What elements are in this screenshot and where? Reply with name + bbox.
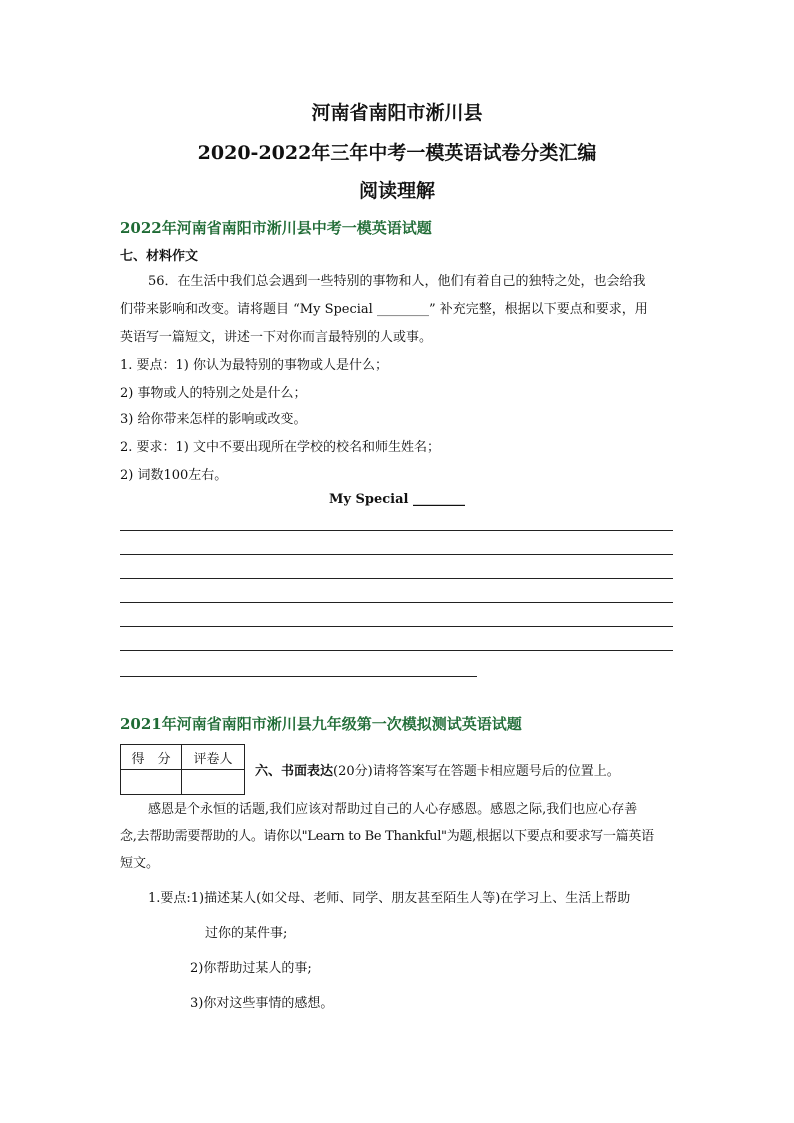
writing-line bbox=[120, 554, 673, 555]
part-title-bold: 六、书面表达 bbox=[255, 764, 334, 779]
para-line-3: 短文。 bbox=[120, 856, 160, 871]
section-2022-part-title: 七、材料作文 bbox=[120, 249, 199, 264]
doc-title-region: 河南省南阳市淅川县 bbox=[311, 102, 483, 124]
prompt-line-1: 56．在生活中我们总会遇到一些特别的事物和人，他们有着自己的独特之处，也会给我 bbox=[148, 274, 646, 289]
para-line-2: 念,去帮助需要帮助的人。请你以"Learn to Be Thankful"为题,根据以下要点和要求写一篇英语 bbox=[120, 829, 654, 844]
score-table bbox=[120, 744, 245, 795]
score-label: 得 分 bbox=[121, 745, 182, 770]
section-2022-heading: 2022年河南省南阳市淅川县中考一模英语试题 bbox=[120, 219, 432, 237]
essay-title: My Special ________ bbox=[329, 492, 465, 507]
requirement-line-2: 2) 词数100左右。 bbox=[120, 468, 228, 483]
grader-label: 评卷人 bbox=[182, 745, 245, 770]
prompt-line-3: 英语写一篇短文，讲述一下对你而言最特别的人或事。 bbox=[120, 330, 433, 345]
prompt-line-2: 们带来影响和改变。请将题目 “My Special ________” 补充完整，根据以下要点和要求，用 bbox=[120, 302, 648, 317]
grader-cell bbox=[182, 770, 245, 795]
section-2021-part-title bbox=[255, 760, 620, 779]
point-line-2: 2) 事物或人的特别之处是什么； bbox=[120, 386, 307, 401]
doc-title-sub: 阅读理解 bbox=[358, 180, 435, 202]
para-line-1: 感恩是个永恒的话题,我们应该对帮助过自己的人心存感恩。感恩之际,我们也应心存善 bbox=[148, 802, 638, 817]
writing-line bbox=[120, 530, 673, 531]
point-line-1: 1. 要点：1) 你认为最特别的事物或人是什么； bbox=[120, 358, 389, 373]
requirement-line-1: 2. 要求：1) 文中不要出现所在学校的校名和师生姓名； bbox=[120, 440, 441, 455]
writing-line bbox=[120, 650, 673, 651]
writing-line bbox=[120, 602, 673, 603]
points-line-2: 2)你帮助过某人的事; bbox=[190, 961, 312, 976]
writing-line bbox=[120, 676, 477, 677]
points-line-1b: 过你的某件事; bbox=[205, 926, 288, 941]
part-title-rest: (20分)请将答案写在答题卡相应题号后的位置上。 bbox=[333, 764, 620, 779]
writing-line bbox=[120, 626, 673, 627]
doc-title-main: 2020-2022年三年中考一模英语试卷分类汇编 bbox=[197, 142, 597, 164]
section-2021-heading: 2021年河南省南阳市淅川县九年级第一次模拟测试英语试题 bbox=[120, 715, 522, 733]
points-line-1: 1.要点:1)描述某人(如父母、老师、同学、朋友甚至陌生人等)在学习上、生活上帮助 bbox=[148, 891, 631, 906]
score-cell bbox=[121, 770, 182, 795]
writing-line bbox=[120, 578, 673, 579]
point-line-3: 3) 给你带来怎样的影响或改变。 bbox=[120, 412, 307, 427]
points-line-3: 3)你对这些事情的感想。 bbox=[190, 996, 334, 1011]
